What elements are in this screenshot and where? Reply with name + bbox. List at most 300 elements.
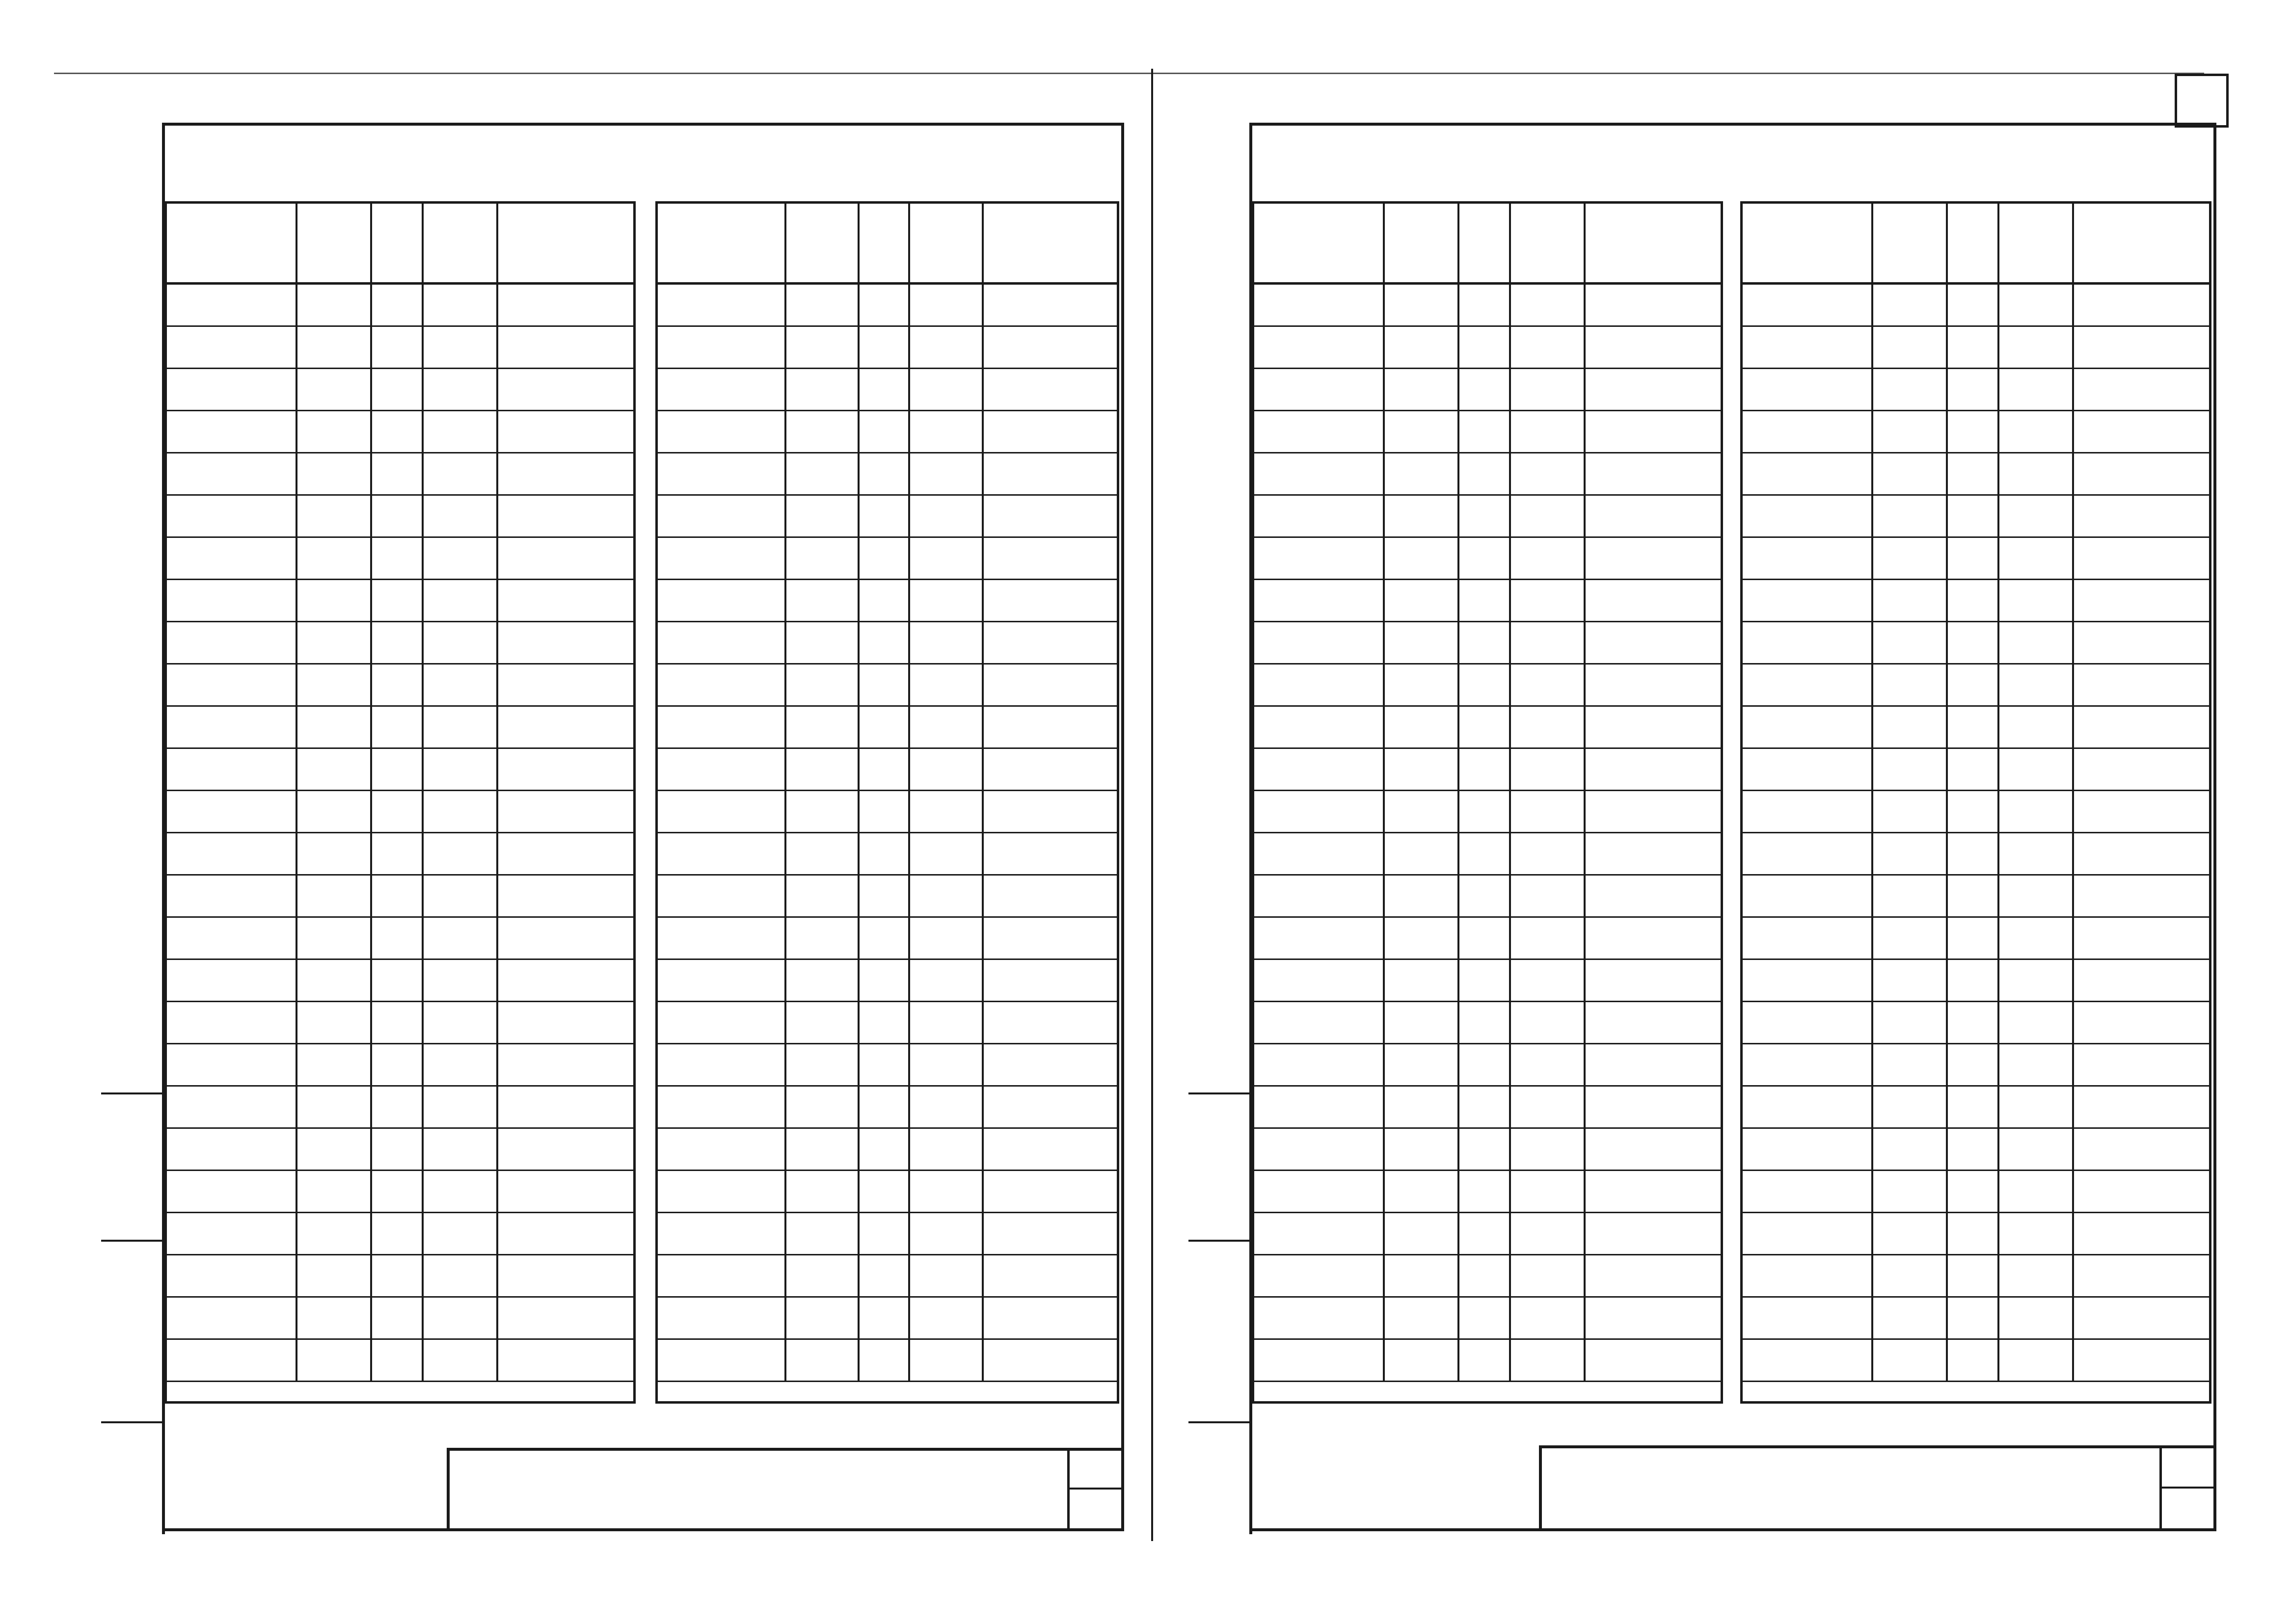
table-cell: [372, 1213, 424, 1254]
table-cell: [1873, 1298, 1948, 1338]
table-cell: [1385, 749, 1459, 790]
table-cell: [1873, 1171, 1948, 1212]
table-cell: [1586, 1087, 1721, 1127]
table-cell: [984, 538, 1117, 579]
table-cell: [1459, 1213, 1511, 1254]
table-cell: [2074, 1002, 2210, 1043]
table-cell: [658, 1298, 786, 1338]
table-cell: [984, 1129, 1117, 1170]
table-row: [1254, 1044, 1721, 1087]
table-row: [1254, 665, 1721, 707]
table-cell: [167, 1002, 297, 1043]
table-cell: [1999, 580, 2074, 621]
table-cell: [167, 833, 297, 874]
table-cell: [372, 1255, 424, 1296]
table-cell: [424, 538, 498, 579]
table-cell: [167, 285, 297, 325]
table-cell: [910, 453, 984, 494]
table-row: [1254, 1087, 1721, 1129]
table-cell: [424, 918, 498, 958]
table-cell: [1743, 453, 1873, 494]
table-cell: [1743, 1340, 1873, 1381]
table-cell: [1254, 749, 1385, 790]
table-cell: [2074, 285, 2210, 325]
table-cell: [1586, 538, 1721, 579]
table-cell: [1948, 622, 1999, 663]
table-cell: [1948, 749, 1999, 790]
table-row: [1743, 1171, 2209, 1213]
left-table-1-col-3: [372, 204, 424, 282]
fold-line: [1151, 69, 1153, 1541]
table-cell: [1743, 1213, 1873, 1254]
table-row: [1254, 622, 1721, 665]
table-cell: [984, 496, 1117, 536]
table-cell: [910, 707, 984, 747]
table-row: [167, 1255, 633, 1298]
table-cell: [1948, 1129, 1999, 1170]
table-cell: [1586, 1002, 1721, 1043]
table-cell: [1511, 1255, 1586, 1296]
table-row: [1254, 1255, 1721, 1298]
table-row: [658, 411, 1117, 453]
table-row: [1743, 833, 2209, 876]
table-cell: [910, 1171, 984, 1212]
table-cell: [498, 1298, 634, 1338]
table-cell: [984, 707, 1117, 747]
table-row: [1743, 707, 2209, 749]
table-cell: [984, 453, 1117, 494]
table-cell: [498, 285, 634, 325]
table-row: [658, 327, 1117, 369]
table-cell: [1385, 707, 1459, 747]
table-row: [167, 833, 633, 876]
table-cell: [297, 622, 372, 663]
table-cell: [658, 538, 786, 579]
table-cell: [2074, 496, 2210, 536]
table-cell: [786, 1255, 860, 1296]
table-cell: [1459, 496, 1511, 536]
table-cell: [297, 1087, 372, 1127]
table-cell: [658, 1044, 786, 1085]
table-cell: [167, 707, 297, 747]
table-row: [658, 707, 1117, 749]
table-cell: [1743, 580, 1873, 621]
table-cell: [424, 1213, 498, 1254]
table-cell: [860, 411, 910, 452]
table-cell: [167, 1171, 297, 1212]
table-cell: [1511, 1213, 1586, 1254]
left-table-1-col-2: [297, 204, 372, 282]
table-row: [167, 1044, 633, 1087]
table-cell: [1385, 285, 1459, 325]
table-cell: [786, 1044, 860, 1085]
table-cell: [1873, 622, 1948, 663]
table-row: [1254, 1129, 1721, 1171]
table-cell: [1948, 1340, 1999, 1381]
table-row: [167, 749, 633, 791]
left-table-2-col-1: [658, 204, 786, 282]
table-cell: [1743, 918, 1873, 958]
right-stamp-sheet-box: [2159, 1448, 2213, 1528]
table-cell: [1385, 1044, 1459, 1085]
table-row: [167, 327, 633, 369]
table-cell: [297, 580, 372, 621]
table-cell: [372, 1044, 424, 1085]
table-cell: [1743, 749, 1873, 790]
table-cell: [1999, 1044, 2074, 1085]
table-cell: [1873, 369, 1948, 410]
table-cell: [1873, 453, 1948, 494]
left-margin-strip: [101, 1092, 165, 1534]
table-cell: [167, 1213, 297, 1254]
table-cell: [658, 453, 786, 494]
right-table-1-col-1: [1254, 204, 1385, 282]
table-cell: [424, 1255, 498, 1296]
table-cell: [498, 1255, 634, 1296]
left-margin-cell-1: [101, 1092, 165, 1240]
table-cell: [860, 833, 910, 874]
table-row: [1743, 411, 2209, 453]
table-row: [1743, 1298, 2209, 1340]
table-cell: [167, 622, 297, 663]
table-cell: [2074, 411, 2210, 452]
table-cell: [984, 665, 1117, 705]
table-cell: [786, 665, 860, 705]
table-cell: [1948, 1044, 1999, 1085]
table-row: [1743, 1255, 2209, 1298]
table-cell: [297, 1171, 372, 1212]
table-cell: [1586, 1298, 1721, 1338]
table-cell: [498, 411, 634, 452]
table-cell: [498, 369, 634, 410]
table-row: [167, 791, 633, 833]
table-cell: [372, 791, 424, 832]
table-row: [1254, 1171, 1721, 1213]
table-cell: [372, 707, 424, 747]
table-cell: [1743, 1298, 1873, 1338]
table-row: [167, 665, 633, 707]
table-row: [167, 1171, 633, 1213]
right-table-2-col-4: [1999, 204, 2074, 282]
table-cell: [2074, 538, 2210, 579]
table-cell: [1873, 580, 1948, 621]
table-cell: [860, 1129, 910, 1170]
table-cell: [498, 1044, 634, 1085]
table-cell: [786, 707, 860, 747]
table-cell: [658, 1213, 786, 1254]
table-cell: [297, 876, 372, 916]
table-cell: [297, 369, 372, 410]
table-cell: [1385, 918, 1459, 958]
right-table-1-body: [1252, 285, 1723, 1404]
table-row: [167, 876, 633, 918]
table-cell: [2074, 876, 2210, 916]
table-cell: [297, 665, 372, 705]
table-cell: [297, 1340, 372, 1381]
table-row: [1743, 876, 2209, 918]
table-cell: [1254, 1002, 1385, 1043]
table-cell: [372, 369, 424, 410]
table-cell: [167, 1298, 297, 1338]
table-cell: [910, 285, 984, 325]
table-cell: [1586, 665, 1721, 705]
table-row: [1254, 1213, 1721, 1255]
table-cell: [424, 833, 498, 874]
table-cell: [658, 411, 786, 452]
table-cell: [2074, 1129, 2210, 1170]
table-cell: [910, 327, 984, 368]
table-row: [1743, 1129, 2209, 1171]
table-cell: [860, 496, 910, 536]
table-cell: [167, 369, 297, 410]
table-cell: [1254, 833, 1385, 874]
left-table-2-col-3: [860, 204, 910, 282]
table-cell: [424, 327, 498, 368]
table-cell: [1385, 960, 1459, 1001]
table-cell: [860, 453, 910, 494]
table-cell: [1254, 791, 1385, 832]
table-cell: [1385, 1171, 1459, 1212]
table-cell: [1743, 1129, 1873, 1170]
table-cell: [1459, 749, 1511, 790]
table-cell: [424, 622, 498, 663]
table-cell: [1511, 285, 1586, 325]
table-cell: [658, 369, 786, 410]
table-cell: [1999, 1340, 2074, 1381]
table-cell: [860, 665, 910, 705]
table-row: [1743, 1044, 2209, 1087]
table-cell: [984, 622, 1117, 663]
table-cell: [1459, 538, 1511, 579]
table-cell: [1743, 791, 1873, 832]
table-cell: [1948, 1255, 1999, 1296]
table-cell: [167, 327, 297, 368]
left-table-1-header: [164, 201, 636, 285]
table-cell: [1385, 369, 1459, 410]
table-cell: [1873, 1087, 1948, 1127]
right-table-1-col-3: [1459, 204, 1511, 282]
table-cell: [1999, 707, 2074, 747]
table-cell: [424, 1340, 498, 1381]
table-cell: [1948, 1213, 1999, 1254]
table-cell: [1743, 411, 1873, 452]
table-cell: [1743, 622, 1873, 663]
table-cell: [1459, 369, 1511, 410]
table-row: [658, 580, 1117, 622]
right-stamp-sheet-label: [2162, 1448, 2213, 1489]
table-cell: [910, 833, 984, 874]
table-cell: [786, 1298, 860, 1338]
table-cell: [372, 918, 424, 958]
table-cell: [372, 749, 424, 790]
table-cell: [297, 1255, 372, 1296]
table-row: [167, 918, 633, 960]
table-cell: [1586, 1255, 1721, 1296]
table-cell: [1999, 791, 2074, 832]
table-cell: [498, 876, 634, 916]
table-cell: [1873, 1255, 1948, 1296]
table-row: [658, 791, 1117, 833]
table-cell: [372, 622, 424, 663]
table-cell: [1873, 285, 1948, 325]
table-cell: [786, 580, 860, 621]
table-cell: [1385, 1298, 1459, 1338]
table-cell: [1586, 285, 1721, 325]
table-cell: [167, 1087, 297, 1127]
table-cell: [658, 1129, 786, 1170]
table-row: [658, 1129, 1117, 1171]
table-cell: [1459, 876, 1511, 916]
table-cell: [1511, 918, 1586, 958]
table-cell: [1459, 580, 1511, 621]
table-cell: [372, 411, 424, 452]
table-row: [1743, 453, 2209, 496]
table-row: [658, 622, 1117, 665]
table-row: [167, 1002, 633, 1044]
table-cell: [860, 1255, 910, 1296]
table-cell: [1948, 538, 1999, 579]
table-cell: [1948, 791, 1999, 832]
table-cell: [910, 665, 984, 705]
table-cell: [984, 285, 1117, 325]
left-table-2-col-2: [786, 204, 860, 282]
table-cell: [910, 960, 984, 1001]
table-cell: [167, 1255, 297, 1296]
table-cell: [2074, 622, 2210, 663]
table-cell: [786, 369, 860, 410]
table-cell: [1873, 749, 1948, 790]
right-table-2-col-5: [2074, 204, 2210, 282]
table-cell: [658, 960, 786, 1001]
table-cell: [1873, 665, 1948, 705]
table-row: [1254, 918, 1721, 960]
trim-line-top: [54, 73, 2204, 74]
right-margin-cell-1: [1188, 1092, 1252, 1240]
table-cell: [786, 960, 860, 1001]
table-cell: [1743, 960, 1873, 1001]
table-cell: [1459, 918, 1511, 958]
table-cell: [1999, 285, 2074, 325]
table-cell: [1999, 1129, 2074, 1170]
table-cell: [167, 453, 297, 494]
table-cell: [1511, 538, 1586, 579]
table-row: [167, 580, 633, 622]
table-cell: [1948, 1002, 1999, 1043]
table-cell: [1743, 665, 1873, 705]
table-row: [1254, 707, 1721, 749]
right-table-1-col-2: [1385, 204, 1459, 282]
table-cell: [860, 876, 910, 916]
table-cell: [984, 1255, 1117, 1296]
table-cell: [167, 749, 297, 790]
table-cell: [167, 411, 297, 452]
table-cell: [786, 791, 860, 832]
table-cell: [1743, 1002, 1873, 1043]
table-cell: [1459, 1002, 1511, 1043]
table-cell: [1385, 622, 1459, 663]
table-cell: [1459, 1044, 1511, 1085]
table-cell: [1586, 918, 1721, 958]
table-cell: [1511, 665, 1586, 705]
table-cell: [167, 580, 297, 621]
table-row: [1743, 1213, 2209, 1255]
table-cell: [2074, 665, 2210, 705]
table-cell: [1999, 1298, 2074, 1338]
table-cell: [1254, 876, 1385, 916]
table-cell: [297, 1002, 372, 1043]
table-cell: [372, 665, 424, 705]
table-cell: [167, 496, 297, 536]
table-row: [167, 411, 633, 453]
table-row: [167, 960, 633, 1002]
table-cell: [1586, 1044, 1721, 1085]
table-cell: [984, 1213, 1117, 1254]
table-cell: [167, 918, 297, 958]
table-cell: [786, 1087, 860, 1127]
table-cell: [1999, 622, 2074, 663]
table-row: [1743, 369, 2209, 411]
table-cell: [1385, 453, 1459, 494]
table-cell: [1511, 833, 1586, 874]
table-row: [658, 1255, 1117, 1298]
table-cell: [1459, 411, 1511, 452]
table-cell: [498, 1002, 634, 1043]
table-row: [1743, 496, 2209, 538]
table-cell: [860, 1340, 910, 1381]
table-cell: [910, 411, 984, 452]
table-cell: [1385, 1002, 1459, 1043]
table-cell: [167, 665, 297, 705]
table-cell: [2074, 960, 2210, 1001]
left-table-1-body: [164, 285, 636, 1404]
table-cell: [658, 1171, 786, 1212]
table-row: [1254, 833, 1721, 876]
table-cell: [860, 1213, 910, 1254]
table-cell: [1586, 1129, 1721, 1170]
table-cell: [860, 707, 910, 747]
table-cell: [1873, 538, 1948, 579]
left-margin-cell-3: [101, 1421, 165, 1534]
table-cell: [1743, 1044, 1873, 1085]
left-table-2-title: [655, 128, 1119, 201]
table-cell: [498, 918, 634, 958]
table-cell: [1948, 453, 1999, 494]
table-cell: [658, 1087, 786, 1127]
table-cell: [1459, 622, 1511, 663]
table-cell: [1873, 707, 1948, 747]
table-row: [167, 1340, 633, 1382]
table-cell: [498, 1340, 634, 1381]
table-cell: [984, 749, 1117, 790]
table-cell: [1254, 1255, 1385, 1296]
table-cell: [1999, 833, 2074, 874]
table-cell: [2074, 1298, 2210, 1338]
table-cell: [424, 496, 498, 536]
table-cell: [297, 496, 372, 536]
table-cell: [1511, 1129, 1586, 1170]
table-cell: [424, 960, 498, 1001]
table-cell: [1254, 538, 1385, 579]
table-cell: [167, 1340, 297, 1381]
table-cell: [1586, 411, 1721, 452]
table-cell: [424, 1087, 498, 1127]
table-row: [167, 369, 633, 411]
right-table-1-col-5: [1586, 204, 1721, 282]
table-row: [1743, 1002, 2209, 1044]
table-cell: [2074, 453, 2210, 494]
table-cell: [1385, 833, 1459, 874]
table-row: [658, 1087, 1117, 1129]
